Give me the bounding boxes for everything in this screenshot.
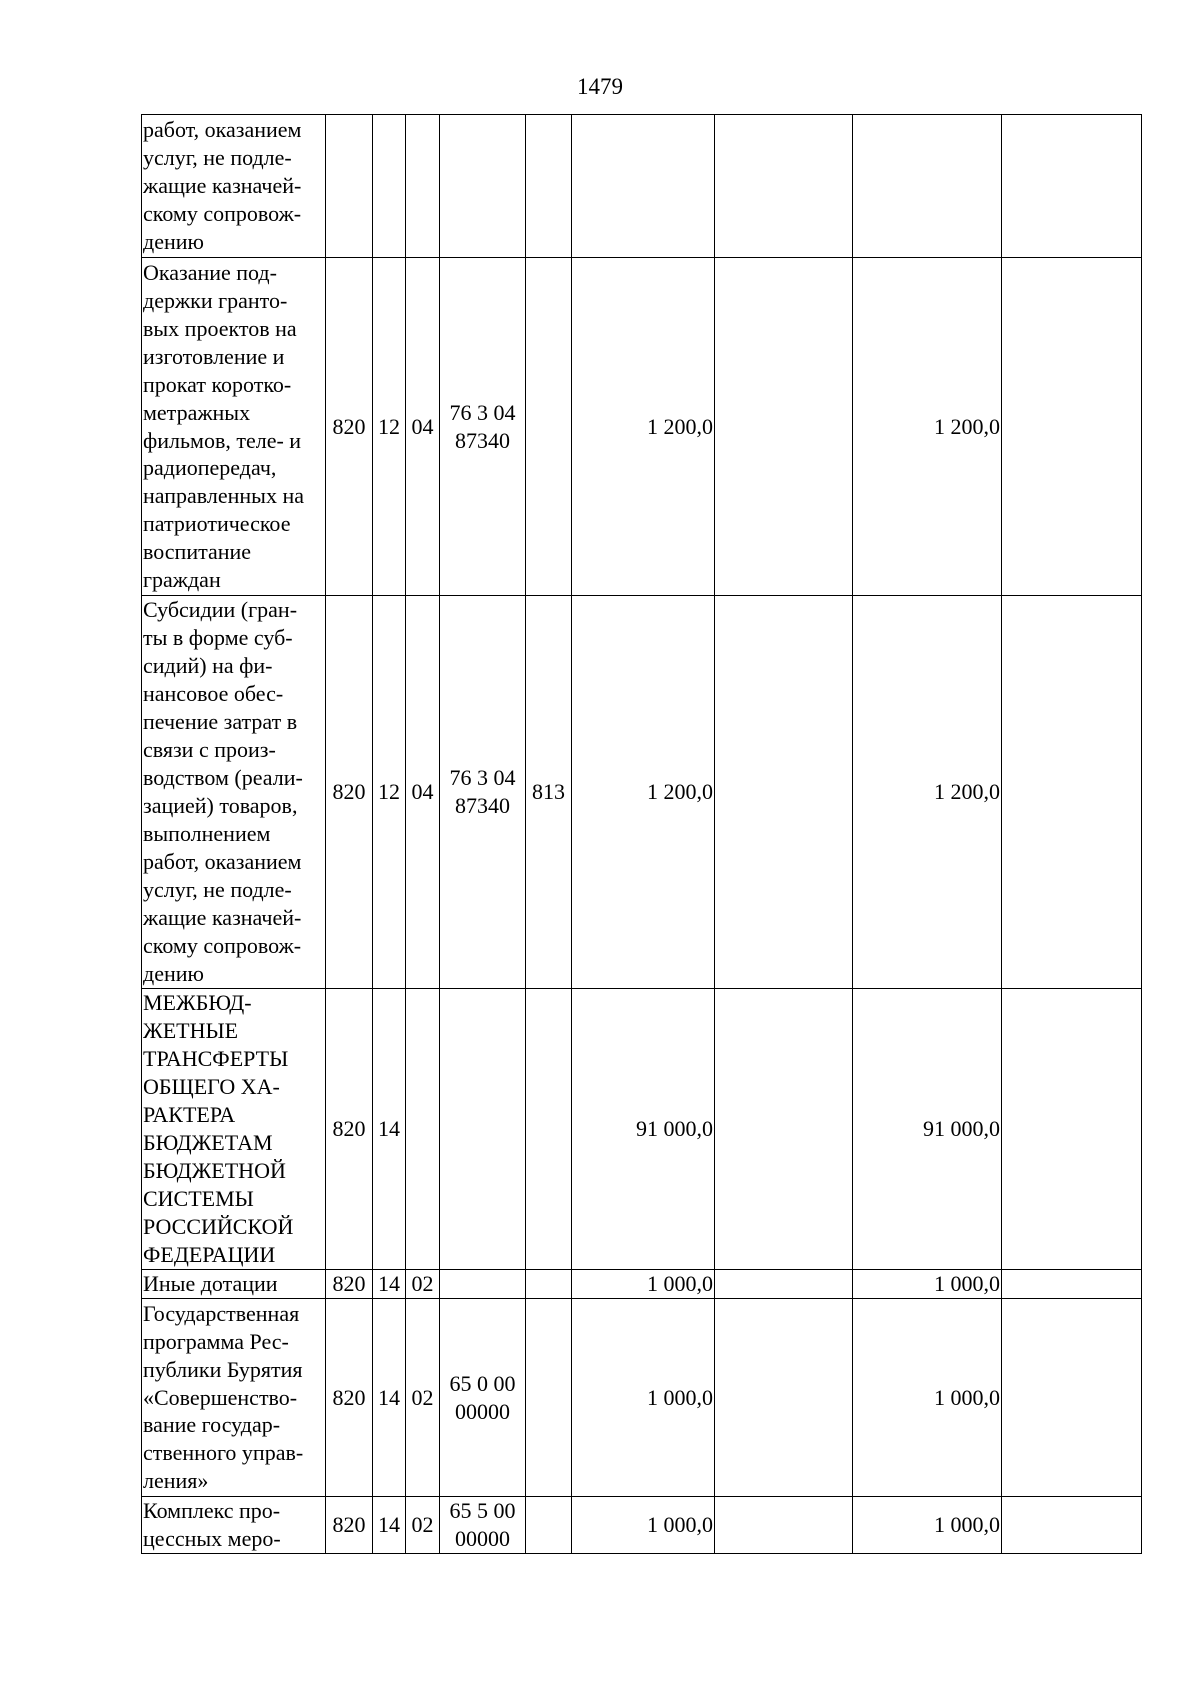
- target-article-cell: 76 3 04 87340: [440, 258, 526, 596]
- amount-cell: [1002, 596, 1142, 989]
- subsection-cell: 02: [406, 1497, 440, 1554]
- amount-cell: 1 000,0: [853, 1497, 1002, 1554]
- subsection-cell: [406, 115, 440, 258]
- table-row: [142, 1270, 1142, 1299]
- grbs-cell: [326, 115, 373, 258]
- amount-cell: 1 000,0: [572, 1299, 715, 1497]
- amount-cell: 1 200,0: [572, 596, 715, 989]
- amount-cell: [715, 1299, 853, 1497]
- amount-cell: [715, 1497, 853, 1554]
- target-article-cell: 65 5 00 00000: [440, 1497, 526, 1554]
- row-name: МЕЖБЮД- ЖЕТНЫЕ ТРАНСФЕРТЫ ОБЩЕГО ХА- РАКТЕРА БЮДЖЕТАМ БЮДЖЕТНОЙ СИСТЕМЫ РОССИЙСКОЙ ФЕДЕРАЦИИ: [142, 989, 326, 1270]
- amount-cell: 1 000,0: [853, 1299, 1002, 1497]
- grbs-cell: 820: [326, 989, 373, 1270]
- section-cell: 14: [373, 1497, 406, 1554]
- table-row: [142, 596, 1142, 989]
- row-name: работ, оказанием услуг, не подле- жащие казначей- скому сопровож- дению: [142, 115, 326, 258]
- target-article-cell: 65 0 00 00000: [440, 1299, 526, 1497]
- amount-cell: [715, 115, 853, 258]
- section-cell: 12: [373, 596, 406, 989]
- table-row: [142, 1299, 1142, 1497]
- grbs-cell: 820: [326, 258, 373, 596]
- expense-type-cell: 813: [526, 596, 572, 989]
- expense-type-cell: [526, 258, 572, 596]
- amount-cell: 1 200,0: [572, 258, 715, 596]
- amount-cell: [1002, 115, 1142, 258]
- table-row: [142, 1497, 1142, 1554]
- subsection-cell: 04: [406, 258, 440, 596]
- grbs-cell: 820: [326, 1299, 373, 1497]
- grbs-cell: 820: [326, 596, 373, 989]
- expense-type-cell: [526, 1299, 572, 1497]
- section-cell: 12: [373, 258, 406, 596]
- amount-cell: [715, 1270, 853, 1299]
- table-row: [142, 115, 1142, 258]
- amount-cell: 91 000,0: [853, 989, 1002, 1270]
- budget-table: [141, 114, 1142, 1554]
- amount-cell: [853, 115, 1002, 258]
- subsection-cell: [406, 989, 440, 1270]
- amount-cell: [1002, 1270, 1142, 1299]
- target-article-cell: [440, 1270, 526, 1299]
- section-cell: 14: [373, 1270, 406, 1299]
- target-article-cell: 76 3 04 87340: [440, 596, 526, 989]
- amount-cell: [1002, 1497, 1142, 1554]
- section-cell: 14: [373, 989, 406, 1270]
- page-number: 1479: [577, 74, 623, 99]
- grbs-cell: 820: [326, 1497, 373, 1554]
- subsection-cell: 02: [406, 1270, 440, 1299]
- section-cell: 14: [373, 1299, 406, 1497]
- expense-type-cell: [526, 1270, 572, 1299]
- section-cell: [373, 115, 406, 258]
- amount-cell: [572, 115, 715, 258]
- row-name: Оказание под- держки гранто- вых проектов на изготовление и прокат коротко- метражных фильмов, теле- и радиопередач, направленных на патриотическое воспитание граждан: [142, 258, 326, 596]
- amount-cell: 1 200,0: [853, 258, 1002, 596]
- row-name: Иные дотации: [142, 1270, 326, 1299]
- table-row: [142, 989, 1142, 1270]
- amount-cell: 1 200,0: [853, 596, 1002, 989]
- expense-type-cell: [526, 989, 572, 1270]
- expense-type-cell: [526, 115, 572, 258]
- amount-cell: [715, 258, 853, 596]
- amount-cell: [1002, 989, 1142, 1270]
- subsection-cell: 04: [406, 596, 440, 989]
- amount-cell: [1002, 1299, 1142, 1497]
- amount-cell: [1002, 258, 1142, 596]
- row-name: Государственная программа Рес- публики Бурятия «Совершенство- вание государ- ственного управ- ления»: [142, 1299, 326, 1497]
- target-article-cell: [440, 989, 526, 1270]
- row-name: Комплекс про- цессных меро-: [142, 1497, 326, 1554]
- row-name: Субсидии (гран- ты в форме суб- сидий) на фи- нансовое обес- печение затрат в связи с произ- водством (реали- зацией) товаров, выполнением работ, оказанием услуг, не подле- жащие казначей- скому сопровож- дению: [142, 596, 326, 989]
- expense-type-cell: [526, 1497, 572, 1554]
- amount-cell: 1 000,0: [572, 1497, 715, 1554]
- amount-cell: [715, 989, 853, 1270]
- table-row: [142, 258, 1142, 596]
- amount-cell: 91 000,0: [572, 989, 715, 1270]
- amount-cell: [715, 596, 853, 989]
- amount-cell: 1 000,0: [572, 1270, 715, 1299]
- target-article-cell: [440, 115, 526, 258]
- amount-cell: 1 000,0: [853, 1270, 1002, 1299]
- grbs-cell: 820: [326, 1270, 373, 1299]
- subsection-cell: 02: [406, 1299, 440, 1497]
